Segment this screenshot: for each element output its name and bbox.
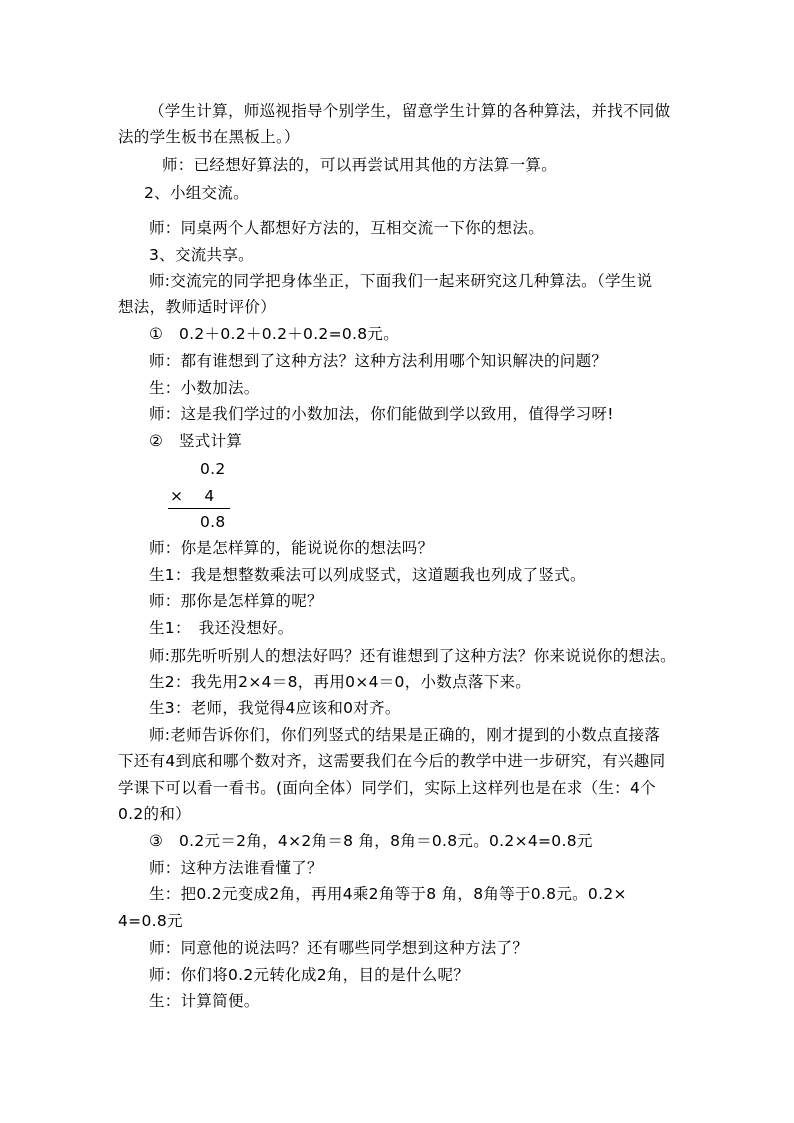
text-line: 0.2的和） xyxy=(118,805,191,823)
vertical-calc-multiplier: × 4 xyxy=(170,487,215,505)
vertical-calc-rule xyxy=(168,508,230,509)
text-line: 师：这种方法谁看懂了？ xyxy=(149,859,323,877)
text-line: 师：同意他的说法吗？还有哪些同学想到这种方法了？ xyxy=(149,939,529,957)
text-line: 想法，教师适时评价） xyxy=(118,298,277,316)
text-line: 生2：我先用2×4＝8，再用0×4＝0，小数点落下来。 xyxy=(149,673,532,691)
text-line: 生：把0.2元变成2角，再用4乘2角等于8 角，8角等于0.8元。0.2× xyxy=(149,885,627,903)
text-line: 师:老师告诉你们，你们列竖式的结果是正确的，刚才提到的小数点直接落 xyxy=(149,726,661,744)
text-line: 师：都有谁想到了这种方法？这种方法利用哪个知识解决的问题？ xyxy=(149,352,608,370)
text-line: 师：这是我们学过的小数加法，你们能做到学以致用，值得学习呀! xyxy=(149,405,614,423)
text-line: 师：同桌两个人都想好方法的，互相交流一下你的想法。 xyxy=(149,219,545,237)
text-line: 师:交流完的同学把身体坐正，下面我们一起来研究这几种算法。（学生说 xyxy=(149,272,653,290)
text-line: 师：你们将0.2元转化成2角，目的是什么呢？ xyxy=(149,966,470,984)
text-line: 生：小数加法。 xyxy=(149,379,260,397)
text-line: （学生计算，师巡视指导个别学生，留意学生计算的各种算法，并找不同做 xyxy=(149,102,671,120)
text-line: 生3：老师，我觉得4应该和0对齐。 xyxy=(149,699,401,717)
text-line: 下还有4到底和哪个数对齐，这需要我们在今后的教学中进一步研究，有兴趣同 xyxy=(118,752,666,770)
text-line: 师:那先听听别人的想法好吗？还有谁想到了这种方法？你来说说你的想法。 xyxy=(149,647,676,665)
text-line: 4=0.8元 xyxy=(118,912,183,930)
vertical-calc-multiplicand: 0.2 xyxy=(200,460,226,478)
text-line: 生1：我是想整数乘法可以列成竖式，这道题我也列成了竖式。 xyxy=(149,566,586,584)
text-line: 生：计算简便。 xyxy=(149,992,260,1010)
text-line: ② 竖式计算 xyxy=(149,432,243,450)
text-line: 师：你是怎样算的，能说说你的想法吗？ xyxy=(149,539,434,557)
vertical-calc-product: 0.8 xyxy=(200,513,226,531)
text-line: 2、小组交流。 xyxy=(144,184,249,202)
text-line: 学课下可以看一看书。(面向全体）同学们，实际上这样列也是在求（生：4个 xyxy=(118,779,656,797)
text-line: 法的学生板书在黑板上。） xyxy=(118,128,300,146)
text-line: 师：已经想好算法的，可以再尝试用其他的方法算一算。 xyxy=(162,156,558,174)
text-line: 3、交流共享。 xyxy=(149,246,254,264)
text-line: 生1： 我还没想好。 xyxy=(149,619,294,637)
text-line: ③ 0.2元＝2角，4×2角＝8 角，8角＝0.8元。0.2×4=0.8元 xyxy=(149,832,593,850)
text-line: 师：那你是怎样算的呢？ xyxy=(149,592,323,610)
text-line: ① 0.2＋0.2＋0.2＋0.2=0.8元。 xyxy=(149,325,400,343)
